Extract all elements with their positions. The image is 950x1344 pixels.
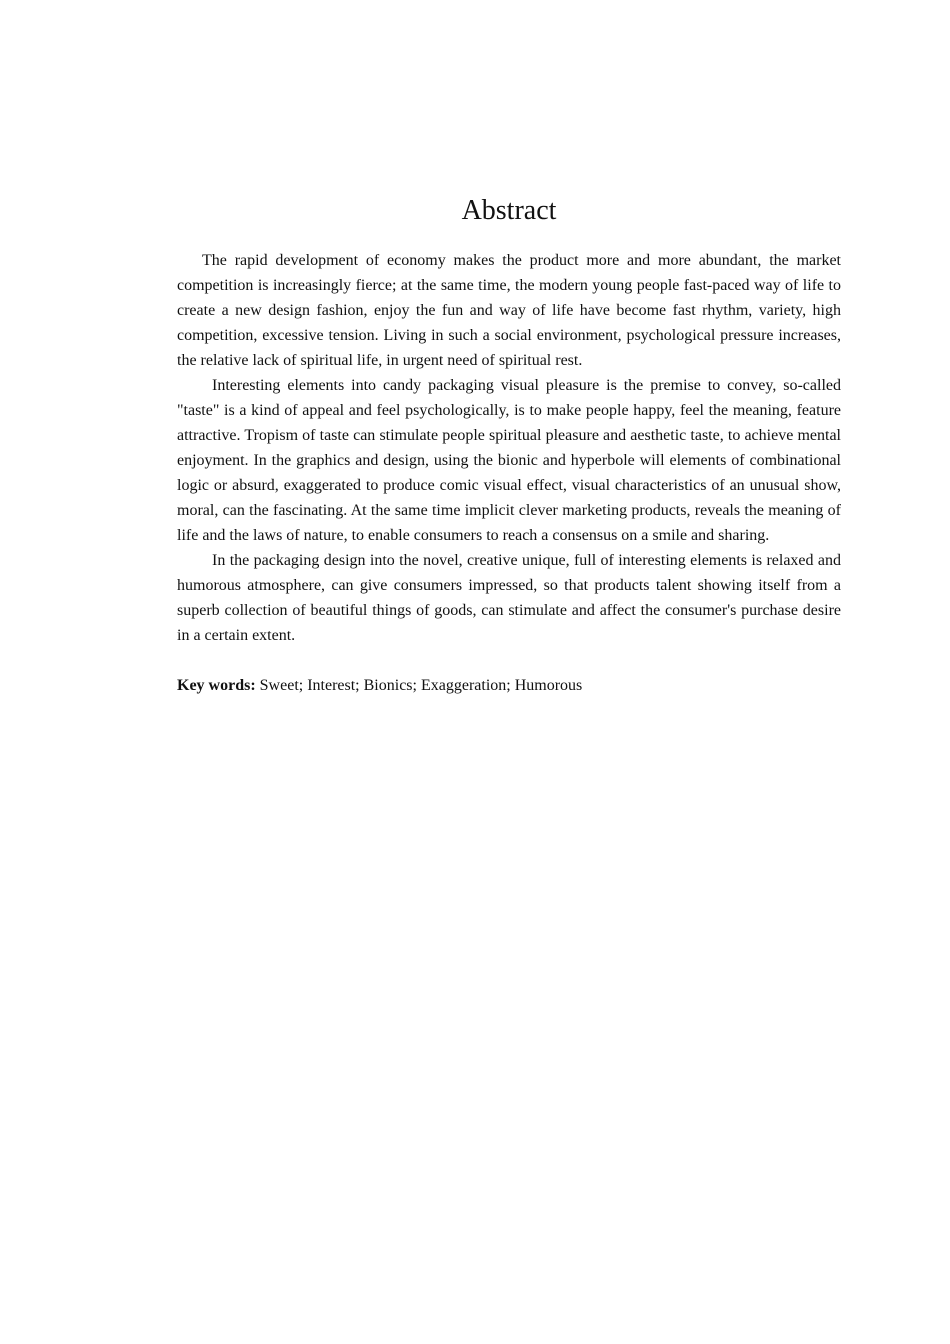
- abstract-paragraph-3: In the packaging design into the novel, creative unique, full of interesting elements is relaxed and humorous atmosphere, can give consumers impressed, so that products talent showing itself from a superb collection of beautiful things of goods, can stimulate and affect the consumer's purchase desire in a certain extent.: [177, 552, 841, 644]
- keywords-line: [177, 673, 841, 698]
- abstract-paragraph-2: Interesting elements into candy packaging visual pleasure is the premise to convey, so-called "taste" is a kind of appeal and feel psychologically, is to make people happy, feel the meaning, feature attractive. Tropism of taste can stimulate people spiritual pleasure and aesthetic taste, to achieve mental enjoyment. In the graphics and design, using the bionic and hyperbole will elements of combinational logic or absurd, exaggerated to produce comic visual effect, visual characteristics of an unusual show, moral, can the fascinating. At the same time implicit clever marketing products, reveals the meaning of life and the laws of nature, to enable consumers to reach a consensus on a smile and sharing.: [177, 377, 841, 544]
- page-title: Abstract: [461, 195, 557, 226]
- abstract-paragraph-1: The rapid development of economy makes the product more and more abundant, the market competition is increasingly fierce; at the same time, the modern young people fast-paced way of life to create a new design fashion, enjoy the fun and way of life have become fast rhythm, variety, high competition, excessive tension. Living in such a social environment, psychological pressure increases, the relative lack of spiritual life, in urgent need of spiritual rest.: [177, 252, 841, 369]
- keywords-label: Key words:: [177, 677, 256, 694]
- abstract-body: [177, 248, 841, 698]
- keywords-value: Sweet; Interest; Bionics; Exaggeration; Humorous: [255, 677, 583, 694]
